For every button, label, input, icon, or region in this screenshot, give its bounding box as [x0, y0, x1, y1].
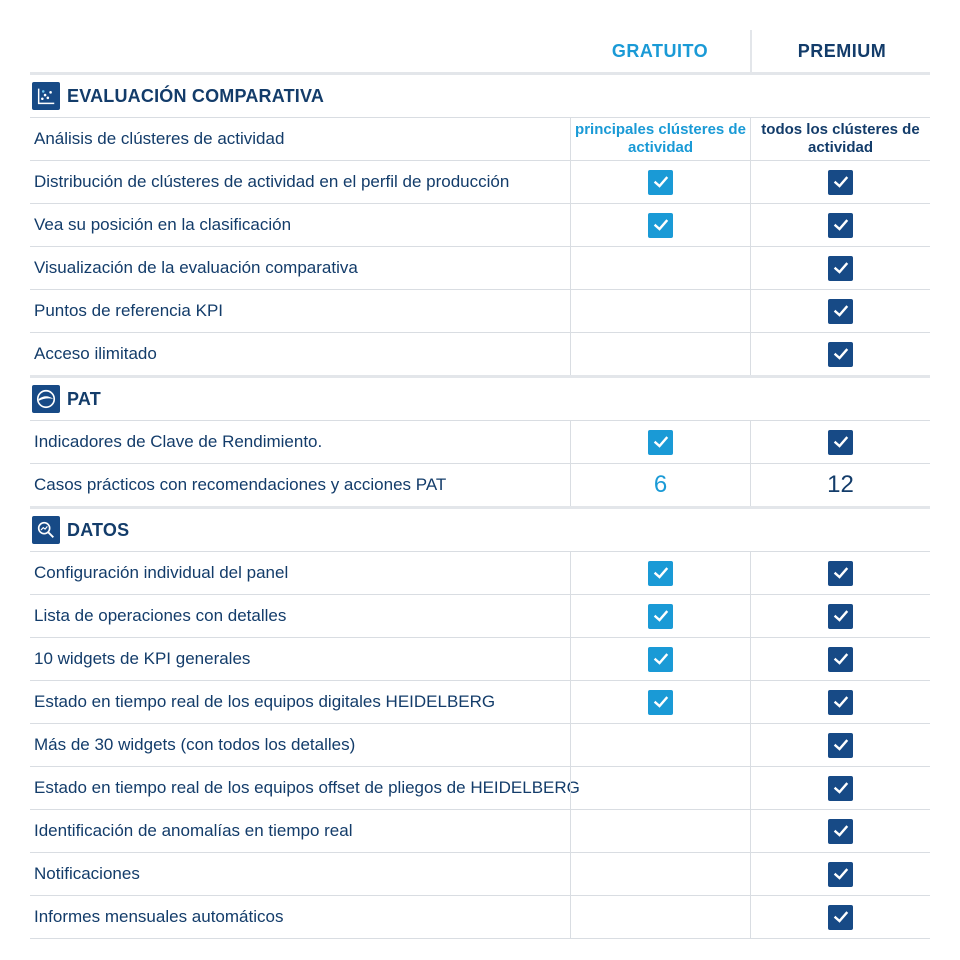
free-cell [570, 810, 750, 852]
feature-row [30, 421, 930, 464]
free-cell [570, 724, 750, 766]
checkmark-icon [828, 647, 853, 672]
feature-row [30, 767, 930, 810]
feature-row [30, 552, 930, 595]
free-cell [570, 681, 750, 723]
premium-cell [750, 290, 930, 332]
checkmark-icon [828, 561, 853, 586]
free-cell [570, 290, 750, 332]
premium-cell [750, 767, 930, 809]
free-cell [570, 638, 750, 680]
free-cell [570, 896, 750, 938]
checkmark-icon [828, 776, 853, 801]
feature-row [30, 204, 930, 247]
feature-row [30, 810, 930, 853]
column-header-row [30, 30, 930, 75]
feature-row [30, 118, 930, 161]
checkmark-icon [828, 430, 853, 455]
checkmark-icon [828, 905, 853, 930]
section-title: DATOS [67, 519, 130, 540]
feature-row [30, 638, 930, 681]
feature-row [30, 333, 930, 375]
feature-row [30, 290, 930, 333]
data-analysis-icon [32, 516, 60, 544]
checkmark-icon [828, 819, 853, 844]
feature-label: Lista de operaciones con detalles [34, 606, 287, 625]
free-cell [570, 161, 750, 203]
feature-label: Análisis de clústeres de actividad [34, 129, 285, 148]
section-title: PAT [67, 388, 101, 409]
free-cell [570, 333, 750, 375]
premium-column-header: PREMIUM [750, 30, 932, 72]
premium-cell [750, 333, 930, 375]
feature-label: Indicadores de Clave de Rendimiento. [34, 432, 323, 451]
premium-cell [750, 896, 930, 938]
feature-label: Casos prácticos con recomendaciones y acciones PAT [34, 475, 447, 494]
count-value: 6 [653, 471, 668, 498]
premium-cell [750, 853, 930, 895]
checkmark-icon [828, 256, 853, 281]
feature-row [30, 247, 930, 290]
feature-comparison-table [30, 30, 930, 939]
feature-label: Notificaciones [34, 864, 140, 883]
checkmark-icon [828, 170, 853, 195]
free-cell [570, 853, 750, 895]
sections-container [30, 75, 930, 939]
feature-row [30, 724, 930, 767]
premium-cell [750, 421, 930, 463]
free-cell [570, 464, 750, 506]
premium-cell [750, 595, 930, 637]
free-cell [570, 247, 750, 289]
checkmark-icon [648, 213, 673, 238]
section-header [30, 506, 930, 552]
premium-cell [750, 638, 930, 680]
feature-row [30, 595, 930, 638]
feature-label: Acceso ilimitado [34, 344, 157, 363]
section-header [30, 375, 930, 421]
premium-cell [750, 724, 930, 766]
free-column-header: GRATUITO [611, 41, 709, 61]
free-cell [570, 204, 750, 246]
feature-row [30, 681, 930, 724]
premium-cell [750, 118, 930, 160]
count-value: 12 [827, 471, 854, 498]
feature-label: Distribución de clústeres de actividad en el perfil de producción [34, 172, 510, 191]
premium-cell [750, 464, 930, 506]
feature-label: Estado en tiempo real de los equipos offset de pliegos de HEIDELBERG [34, 778, 580, 797]
feature-label: Configuración individual del panel [34, 563, 289, 582]
checkmark-icon [648, 561, 673, 586]
checkmark-icon [828, 213, 853, 238]
free-cell [570, 552, 750, 594]
checkmark-icon [648, 604, 673, 629]
section-title: EVALUACIÓN COMPARATIVA [67, 85, 325, 106]
premium-cell [750, 552, 930, 594]
checkmark-icon [828, 299, 853, 324]
feature-label: Más de 30 widgets (con todos los detalles) [34, 735, 356, 754]
feature-label: Vea su posición en la clasificación [34, 215, 292, 234]
checkmark-icon [828, 862, 853, 887]
free-cell [570, 118, 750, 160]
section-header [30, 75, 930, 118]
premium-cell [750, 681, 930, 723]
free-cell [570, 421, 750, 463]
feature-label: Identificación de anomalías en tiempo real [34, 821, 353, 840]
feature-row [30, 896, 930, 939]
feature-label: Informes mensuales automáticos [34, 907, 284, 926]
pat-logo-icon [32, 385, 60, 413]
cell-text: todos los clústeres de actividad [761, 121, 920, 156]
checkmark-icon [828, 733, 853, 758]
checkmark-icon [828, 690, 853, 715]
benchmark-chart-icon [32, 82, 60, 110]
feature-label: Visualización de la evaluación comparativa [34, 258, 358, 277]
checkmark-icon [648, 170, 673, 195]
feature-label: 10 widgets de KPI generales [34, 649, 251, 668]
checkmark-icon [648, 430, 673, 455]
free-cell [570, 595, 750, 637]
feature-row [30, 161, 930, 204]
premium-cell [750, 810, 930, 852]
checkmark-icon [648, 690, 673, 715]
cell-text: principales clústeres de actividad [575, 121, 746, 156]
feature-row [30, 464, 930, 506]
feature-label: Puntos de referencia KPI [34, 301, 224, 320]
checkmark-icon [648, 647, 673, 672]
feature-row [30, 853, 930, 896]
premium-cell [750, 204, 930, 246]
premium-cell [750, 247, 930, 289]
checkmark-icon [828, 604, 853, 629]
premium-cell [750, 161, 930, 203]
free-cell [570, 767, 750, 809]
feature-label: Estado en tiempo real de los equipos digitales HEIDELBERG [34, 692, 496, 711]
checkmark-icon [828, 342, 853, 367]
